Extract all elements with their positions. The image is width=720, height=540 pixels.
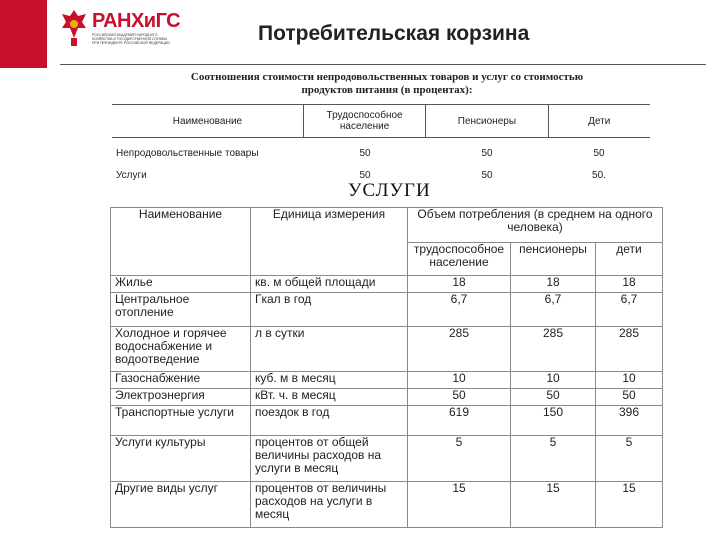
brand-subtitle: РОССИЙСКАЯ АКАДЕМИЯ НАРОДНОГО ХОЗЯЙСТВА И ГОСУДАРСТВЕННОЙ СЛУЖБЫ ПРИ ПРЕЗИДЕНТЕ РОССИЙСКОЙ ФЕДЕРАЦИИ (92, 33, 170, 45)
accent-bar (0, 0, 47, 68)
service-value: 396 (596, 406, 663, 436)
service-value: 15 (511, 482, 596, 528)
service-value: 10 (408, 372, 511, 389)
service-name: Другие виды услуг (111, 482, 251, 528)
service-value: 6,7 (511, 293, 596, 327)
ratio-table-header (112, 104, 650, 138)
services-subheader-children: дети (596, 243, 663, 276)
services-title: УСЛУГИ (348, 180, 431, 201)
service-value: 50 (408, 389, 511, 406)
service-value: 150 (511, 406, 596, 436)
service-unit: процентов от общей величины расходов на услуги в месяц (251, 436, 408, 482)
ratio-header-pensioners: Пенсионеры (425, 105, 547, 137)
service-name: Газоснабжение (111, 372, 251, 389)
table-row (111, 436, 663, 482)
service-value: 285 (408, 327, 511, 372)
table-row (112, 142, 650, 164)
table-row (111, 482, 663, 528)
service-value: 10 (511, 372, 596, 389)
service-name: Электроэнергия (111, 389, 251, 406)
table-row (111, 372, 663, 389)
service-name: Центральное отопление (111, 293, 251, 327)
ratio-cell: Непродовольственные товары (116, 147, 259, 159)
service-value: 5 (511, 436, 596, 482)
services-header-name: Наименование (111, 208, 251, 276)
service-name: Услуги культуры (111, 436, 251, 482)
service-name: Транспортные услуги (111, 406, 251, 436)
service-value: 18 (511, 276, 596, 293)
ratio-caption-line-2: продуктов питания (в процентах): (301, 84, 473, 96)
table-row (111, 406, 663, 436)
service-value: 619 (408, 406, 511, 436)
table-row (111, 293, 663, 327)
service-value: 15 (408, 482, 511, 528)
service-value: 18 (408, 276, 511, 293)
service-name: Жилье (111, 276, 251, 293)
service-unit: кв. м общей площади (251, 276, 408, 293)
ratio-header-name: Наименование (172, 115, 243, 127)
brand-name: РАНХиГС (92, 10, 181, 32)
ratio-cell: 50 (359, 147, 371, 159)
services-table (110, 207, 663, 528)
service-value: 50 (596, 389, 663, 406)
eagle-emblem-icon (60, 8, 88, 48)
title-divider (60, 64, 706, 65)
service-name: Холодное и горячее водоснабжение и водоотведение (111, 327, 251, 372)
service-unit: куб. м в месяц (251, 372, 408, 389)
ratio-caption-line-1: Соотношения стоимости непродовольственных товаров и услуг со стоимостью (190, 71, 584, 83)
ratio-header-working: Трудоспособное население (303, 105, 425, 137)
ratio-table-caption (112, 71, 662, 97)
services-header-volume: Объем потребления (в среднем на одного человека) (408, 208, 663, 243)
table-row (111, 276, 663, 293)
slide-title: Потребительская корзина (258, 22, 530, 45)
service-value: 5 (408, 436, 511, 482)
service-value: 50 (511, 389, 596, 406)
ratio-cell: Услуги (116, 169, 147, 181)
ratio-cell: 50 (359, 169, 371, 181)
service-value: 6,7 (408, 293, 511, 327)
service-value: 10 (596, 372, 663, 389)
ratio-cell: 50 (481, 169, 493, 181)
ratio-cell: 50 (481, 147, 493, 159)
service-unit: л в сутки (251, 327, 408, 372)
service-value: 6,7 (596, 293, 663, 327)
service-value: 15 (596, 482, 663, 528)
service-unit: процентов от величины расходов на услуги в месяц (251, 482, 408, 528)
services-header-unit: Единица измерения (251, 208, 408, 276)
services-subheader-pensioners: пенсионеры (511, 243, 596, 276)
services-header-row (111, 208, 663, 243)
ratio-table (112, 104, 650, 186)
ratio-header-children: Дети (548, 105, 650, 137)
table-row (111, 389, 663, 406)
service-unit: Гкал в год (251, 293, 408, 327)
ratio-cell: 50. (592, 169, 606, 181)
ratio-cell: 50 (593, 147, 605, 159)
service-unit: кВт. ч. в месяц (251, 389, 408, 406)
service-unit: поездок в год (251, 406, 408, 436)
service-value: 285 (596, 327, 663, 372)
logo (60, 8, 181, 50)
service-value: 5 (596, 436, 663, 482)
services-subheader-working: трудоспособное население (408, 243, 511, 276)
service-value: 18 (596, 276, 663, 293)
table-row (111, 327, 663, 372)
service-value: 285 (511, 327, 596, 372)
